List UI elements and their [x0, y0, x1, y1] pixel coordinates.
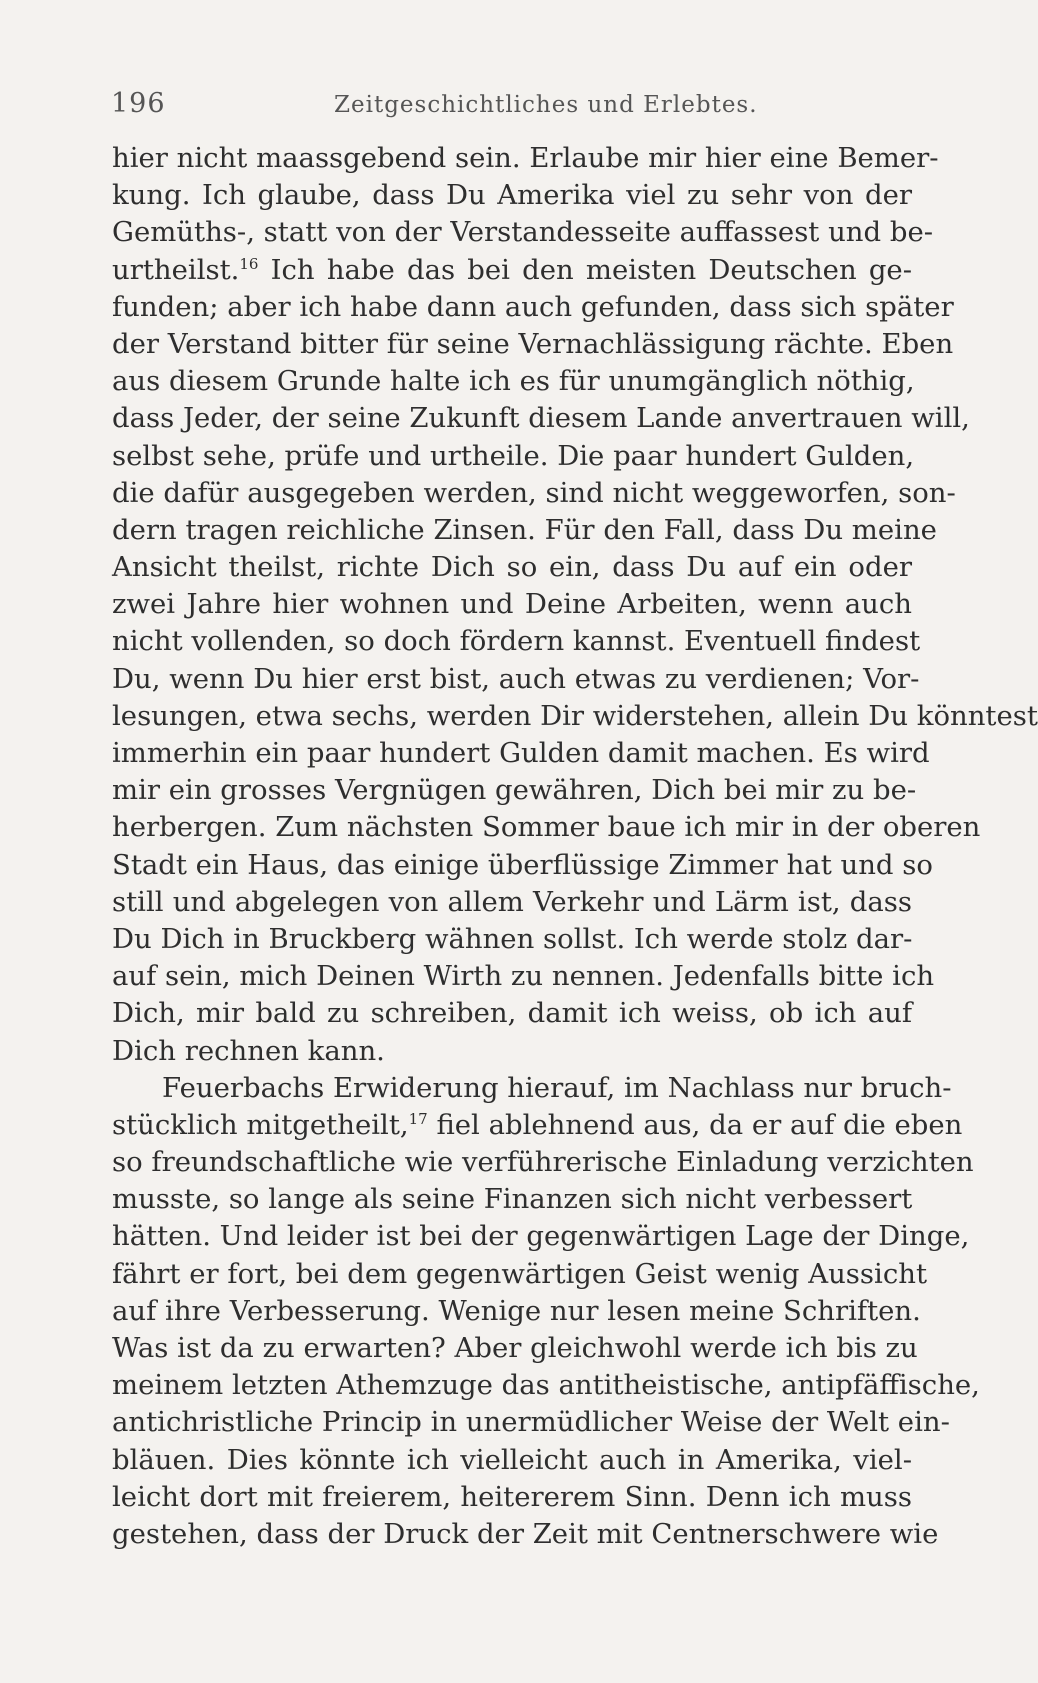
line-text: stücklich mitgetheilt,: [112, 1108, 409, 1141]
text-line: [112, 884, 912, 921]
text-line: [112, 549, 912, 586]
line-text: selbst sehe, prüfe und urtheile. Die paar hundert Gulden,: [112, 439, 915, 472]
text-line: [112, 400, 970, 437]
line-text: still und abgelegen von allem Verkehr und Lärm ist, dass: [112, 885, 912, 918]
text-line: [112, 512, 937, 549]
line-text: fiel ablehnend aus, da er auf die eben: [427, 1108, 963, 1141]
line-text: meinem letzten Athemzuge das antitheistische, antipfäffische,: [112, 1369, 980, 1402]
line-text: Du Dich in Bruckberg wähnen sollst. Ich werde stolz dar-: [112, 922, 913, 955]
line-text: auf ihre Verbesserung. Wenige nur lesen meine Schriften.: [112, 1294, 921, 1327]
text-line: [112, 1218, 970, 1255]
line-text: dern tragen reichliche Zinsen. Für den Fall, dass Du meine: [112, 513, 937, 546]
line-text: dass Jeder, der seine Zukunft diesem Lande anvertrauen will,: [112, 402, 970, 435]
text-line: [112, 1367, 980, 1404]
line-text: herbergen. Zum nächsten Sommer baue ich mir in der oberen: [112, 811, 981, 844]
line-text: Dich, mir bald zu schreiben, damit ich weiss, ob ich auf: [112, 997, 912, 1030]
text-line: [112, 177, 912, 214]
line-text: antichristliche Princip in unermüdlicher Weise der Welt ein-: [112, 1406, 950, 1439]
line-text: Gemüths-, statt von der Verstandesseite auffassest und be-: [112, 216, 934, 249]
text-line: [112, 772, 917, 809]
line-text: urtheilst.: [112, 253, 240, 286]
line-text: funden; aber ich habe dann auch gefunden, dass sich später: [112, 290, 954, 323]
text-line: [112, 1070, 952, 1107]
text-line: [112, 1330, 918, 1367]
text-line: [112, 1442, 912, 1479]
text-line: [112, 1293, 921, 1330]
line-text: bläuen. Dies könnte ich vielleicht auch in Amerika, viel-: [112, 1443, 912, 1476]
line-text: auf sein, mich Deinen Wirth zu nennen. Jedenfalls bitte ich: [112, 960, 935, 993]
text-line: [112, 1404, 950, 1441]
line-text: fährt er fort, bei dem gegenwärtigen Geist wenig Aussicht: [112, 1257, 927, 1290]
text-line: [112, 475, 956, 512]
text-line: [112, 1516, 939, 1553]
line-text: lesungen, etwa sechs, werden Dir widerstehen, allein Du könntest: [112, 699, 1038, 732]
line-text: so freundschaftliche wie verführerische Einladung verzichten: [112, 1146, 974, 1179]
line-text: immerhin ein paar hundert Gulden damit machen. Es wird: [112, 737, 930, 769]
text-line: [112, 438, 915, 475]
line-text: Was ist da zu erwarten? Aber gleichwohl werde ich bis zu: [112, 1332, 918, 1364]
text-line: [112, 958, 935, 995]
line-text: Dich rechnen kann.: [112, 1034, 385, 1067]
line-text: musste, so lange als seine Finanzen sich nicht verbessert: [112, 1183, 913, 1216]
running-title: Zeitgeschichtliches und Erlebtes.: [334, 92, 758, 118]
line-text: mir ein grosses Vergnügen gewähren, Dich bei mir zu be-: [112, 774, 917, 807]
line-text: Ich habe das bei den meisten Deutschen ge-: [258, 253, 912, 286]
footnote-marker: 17: [408, 1109, 428, 1128]
body-text: [112, 140, 1038, 1553]
text-line: [112, 289, 954, 326]
line-text: aus diesem Grunde halte ich es für unumgänglich nöthig,: [112, 365, 915, 398]
text-line: [112, 586, 912, 623]
footnote-marker: 16: [239, 254, 259, 273]
text-line: [112, 1479, 912, 1516]
text-line: [112, 252, 912, 289]
line-text: der Verstand bitter für seine Vernachlässigung rächte. Eben: [112, 327, 954, 360]
line-text: zwei Jahre hier wohnen und Deine Arbeiten, wenn auch: [112, 588, 912, 621]
text-line: [112, 847, 933, 884]
text-line: [112, 623, 921, 660]
line-text: hier nicht maassgebend sein. Erlaube mir hier eine Bemer-: [112, 142, 939, 174]
text-line: [112, 1033, 912, 1070]
text-line: [112, 214, 934, 251]
line-text: nicht vollenden, so doch fördern kannst. Eventuell findest: [112, 625, 921, 658]
text-line: [112, 1107, 963, 1144]
line-text: Feuerbachs Erwiderung hierauf, im Nachlass nur bruch-: [162, 1071, 952, 1104]
text-line: [112, 661, 920, 698]
line-text: die dafür ausgegeben werden, sind nicht weggeworfen, son-: [112, 476, 956, 509]
line-text: kung. Ich glaube, dass Du Amerika viel zu sehr von der: [112, 179, 912, 212]
line-text: Ansicht theilst, richte Dich so ein, dass Du auf ein oder: [112, 551, 912, 584]
line-text: hätten. Und leider ist bei der gegenwärtigen Lage der Dinge,: [112, 1220, 970, 1253]
text-line: [112, 363, 915, 400]
text-line: [112, 326, 954, 363]
text-line: [112, 921, 912, 958]
text-line: [112, 995, 912, 1032]
page-number: 196: [111, 88, 166, 119]
line-text: Du, wenn Du hier erst bist, auch etwas zu verdienen; Vor-: [112, 662, 920, 695]
text-line: [112, 809, 981, 846]
text-line: [112, 140, 939, 177]
line-text: Stadt ein Haus, das einige überflüssige Zimmer hat und so: [112, 848, 933, 881]
text-line: [112, 735, 930, 772]
line-text: leicht dort mit freierem, heitererem Sinn. Denn ich muss: [112, 1480, 912, 1513]
text-line: [112, 698, 1038, 735]
text-line: [112, 1181, 912, 1218]
text-line: [112, 1144, 974, 1181]
text-line: [112, 1256, 927, 1293]
line-text: gestehen, dass der Druck der Zeit mit Centnerschwere wie: [112, 1517, 939, 1550]
